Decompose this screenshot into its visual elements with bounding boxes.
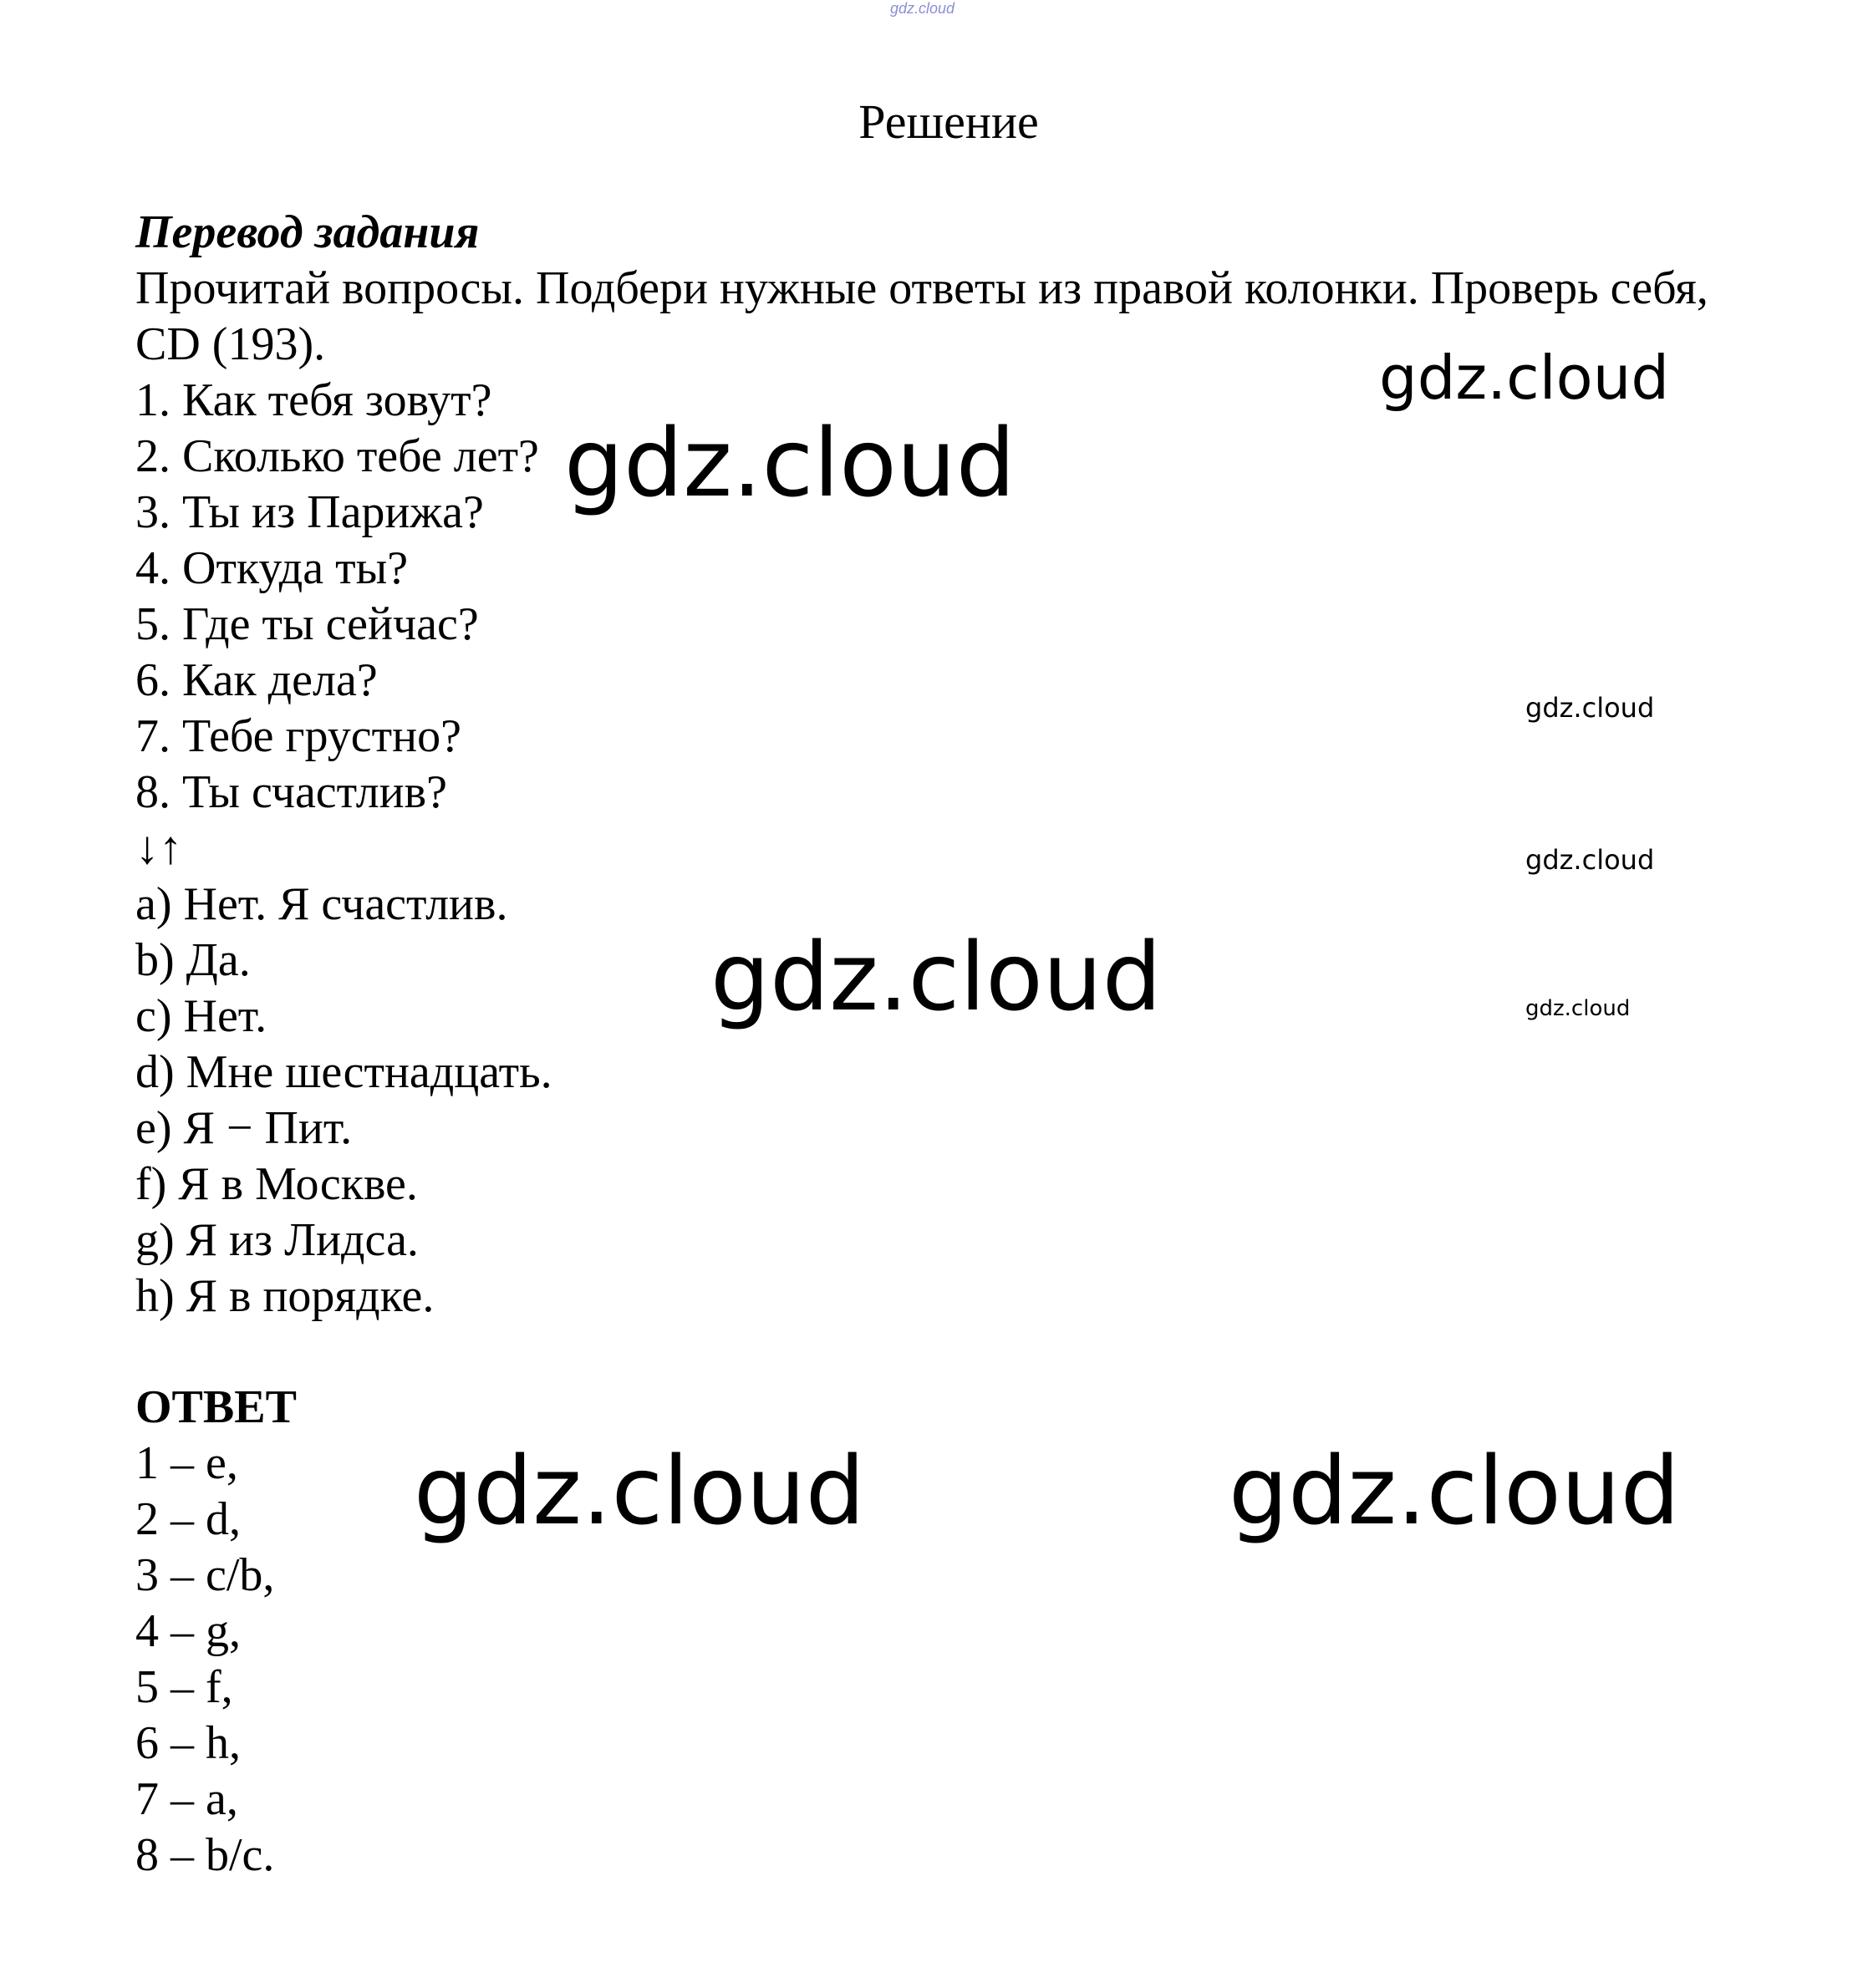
question-item: 6. Как дела? [135,654,378,706]
answer-key-item: 7 – a, [135,1773,238,1825]
answer-option: f) Я в Москве. [135,1158,418,1210]
question-item: 3. Ты из Парижа? [135,486,484,538]
question-item: 7. Тебе грустно? [135,710,461,762]
watermark: gdz.cloud [1525,692,1655,724]
answer-option: a) Нет. Я счастлив. [135,878,508,930]
watermark: gdz.cloud [1229,1437,1680,1546]
task-heading: Перевод задания [135,206,480,258]
answer-heading: ОТВЕТ [135,1381,297,1433]
answer-option: e) Я − Пит. [135,1102,353,1154]
watermark: gdz.cloud [1525,844,1655,876]
watermark: gdz.cloud [1379,343,1670,413]
answer-option: d) Мне шестнадцать. [135,1046,552,1098]
question-item: 8. Ты счастлив? [135,766,447,818]
answer-option: g) Я из Лидса. [135,1214,419,1266]
watermark: gdz.cloud [414,1437,865,1546]
question-item: 2. Сколько тебе лет? [135,430,539,482]
answer-option: h) Я в порядке. [135,1270,435,1322]
answer-key-item: 5 – f, [135,1661,233,1713]
watermark: gdz.cloud [1525,996,1631,1021]
watermark: gdz.cloud [710,923,1162,1032]
top-site-mark: gdz.cloud [890,0,955,17]
answer-key-item: 3 – c/b, [135,1549,275,1601]
answer-key-item: 6 – h, [135,1717,241,1769]
watermark: gdz.cloud [564,409,1016,518]
page-title: Решение [858,94,1039,149]
answer-key-item: 4 – g, [135,1605,241,1657]
question-item: 1. Как тебя зовут? [135,374,492,426]
answer-option: c) Нет. [135,990,267,1042]
answer-key-item: 2 – d, [135,1493,241,1545]
task-instruction: Прочитай вопросы. Подбери нужные ответы из правой колонки. Проверь себя, CD (193). [135,262,1708,370]
answer-key-item: 1 – e, [135,1437,238,1489]
question-item: 5. Где ты сейчас? [135,598,479,650]
answer-key-item: 8 – b/c. [135,1829,275,1881]
match-arrows: ↓↑ [135,822,182,874]
question-item: 4. Откуда ты? [135,542,409,594]
answer-option: b) Да. [135,934,251,986]
